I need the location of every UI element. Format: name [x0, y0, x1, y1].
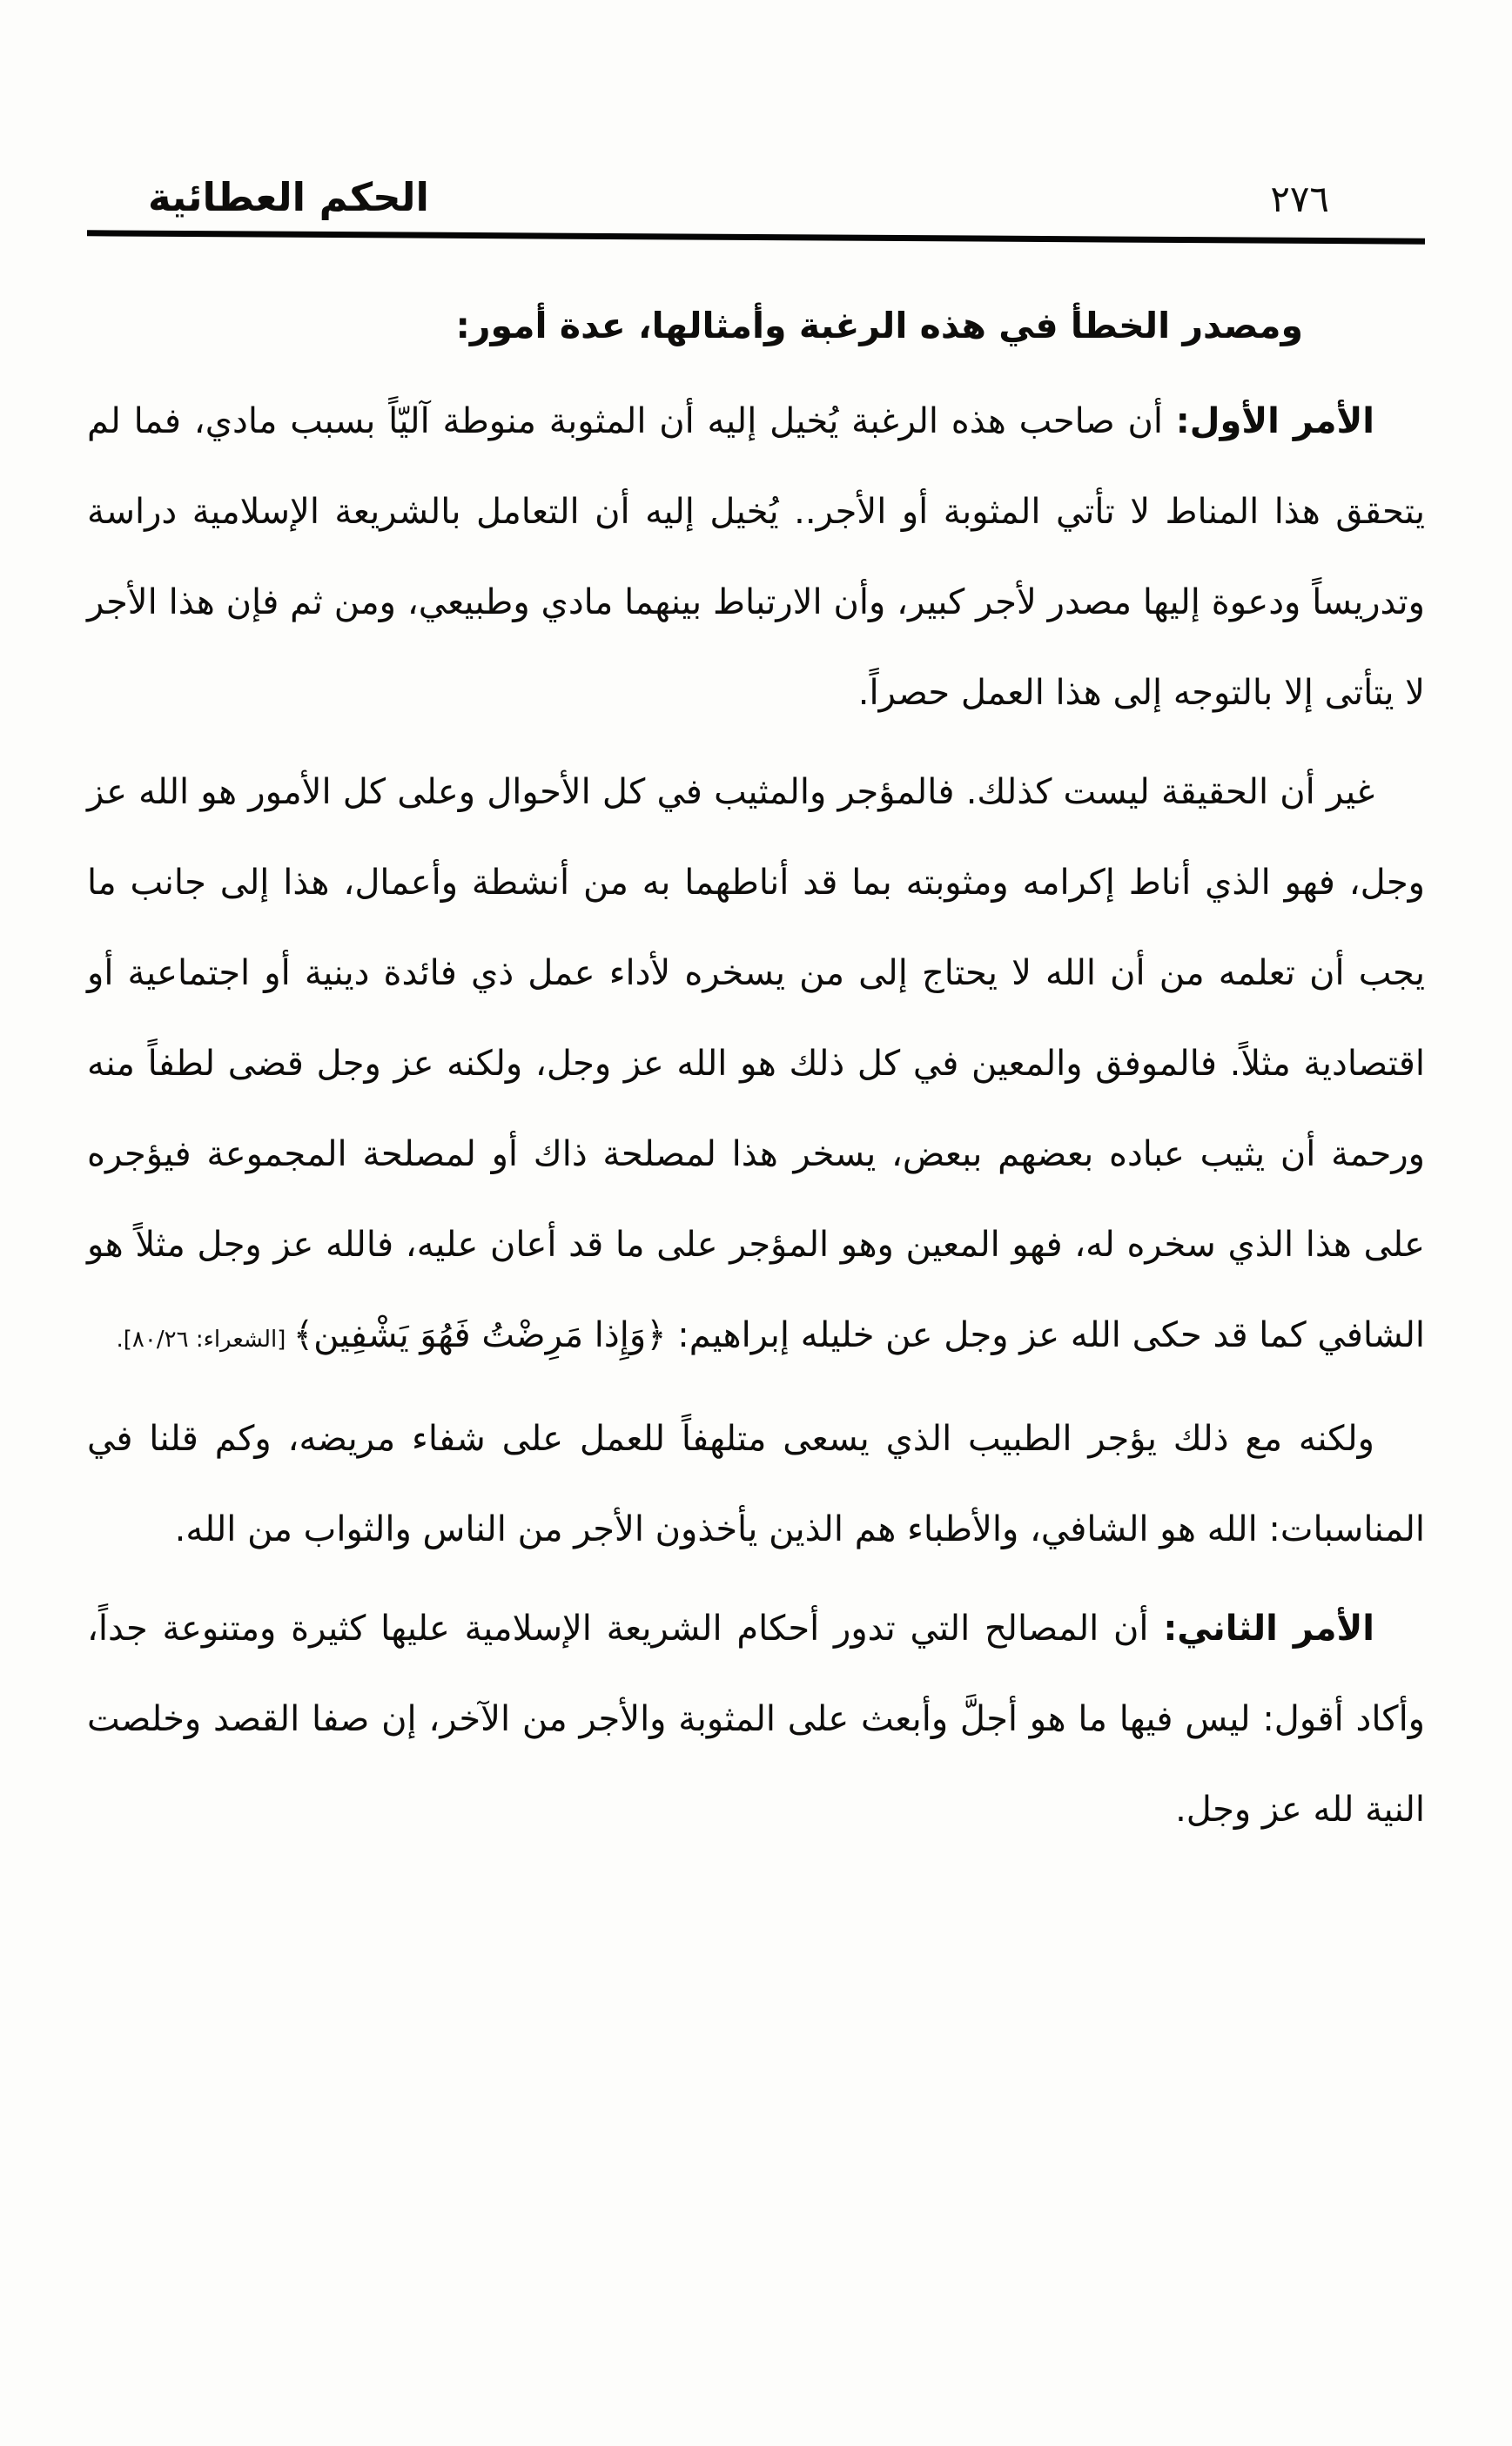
page-body	[87, 280, 1425, 1855]
paragraph-text: ولكنه مع ذلك يؤجر الطبيب الذي يسعى متلهفاً للعمل على شفاء مريضه، وكم قلنا في المناسبات: الله هو الشافي، والأطباء هم الذين يأخذون الأجر من الناس والثواب من الله.	[87, 1419, 1425, 1549]
paragraph-lead-label: الأمر الثاني:	[1163, 1609, 1374, 1649]
page-header	[87, 174, 1425, 220]
running-head-title: الحكم العطائية	[148, 174, 429, 220]
section-heading: ومصدر الخطأ في هذه الرغبة وأمثالها، عدة أمور:	[455, 305, 1303, 346]
paragraph-lead-label: الأمر الأول:	[1175, 401, 1374, 441]
quran-verse: ﴿وَإِذا مَرِضْتُ فَهُوَ يَشْفِين﴾	[292, 1315, 667, 1355]
paragraph-doctor-example	[87, 1394, 1425, 1575]
page-number: ٢٧٦	[1270, 178, 1329, 220]
paragraph-first-point	[87, 376, 1425, 738]
paragraph-second-point	[87, 1583, 1425, 1855]
paragraph-text: أن صاحب هذه الرغبة يُخيل إليه أن المثوبة منوطة آليّاً بسبب مادي، فما لم يتحقق هذا المناط لا تأتي المثوبة أو الأجر.. يُخيل إليه أن التعامل بالشريعة الإسلامية دراسة وتدريساً ودعوة إليها مصدر لأجر كبير، وأن الارتباط بينهما مادي وطبيعي، ومن ثم فإن هذا الأجر لا يتأتى إلا بالتوجه إلى هذا العمل حصراً.	[87, 401, 1425, 713]
paragraph-text: غير أن الحقيقة ليست كذلك. فالمؤجر والمثيب في كل الأحوال وعلى كل الأمور هو الله عز وجل، فهو الذي أناط إكرامه ومثوبته بما قد أناطهما به من أنشطة وأعمال، هذا إلى جانب ما يجب أن تعلمه من أن الله لا يحتاج إلى من يسخره لأداء عمل ذي فائدة دينية أو اجتماعية أو اقتصادية مثلاً. فالموفق والمعين في كل ذلك هو الله عز وجل، ولكنه عز وجل قضى لطفاً منه ورحمة أن يثيب عباده بعضهم ببعض، يسخر هذا لمصلحة ذاك أو لمصلحة المجموعة فيؤجره على هذا الذي سخره له، فهو المعين وهو المؤجر على ما قد أعان عليه، فالله عز وجل مثلاً هو الشافي كما قد حكى الله عز وجل عن خليله إبراهيم:	[87, 772, 1425, 1355]
verse-reference: [الشعراء: ٢٦‏/‏٨٠].	[116, 1327, 293, 1353]
paragraph-text: أن المصالح التي تدور أحكام الشريعة الإسلامية عليها كثيرة ومتنوعة جداً، وأكاد أقول: ليس فيها ما هو أجلَّ وأبعث على المثوبة والأجر من الآخر، إن صفا القصد وخلصت النية لله عز وجل.	[87, 1609, 1425, 1830]
paragraph-explanation	[87, 747, 1425, 1385]
header-rule	[87, 230, 1425, 244]
